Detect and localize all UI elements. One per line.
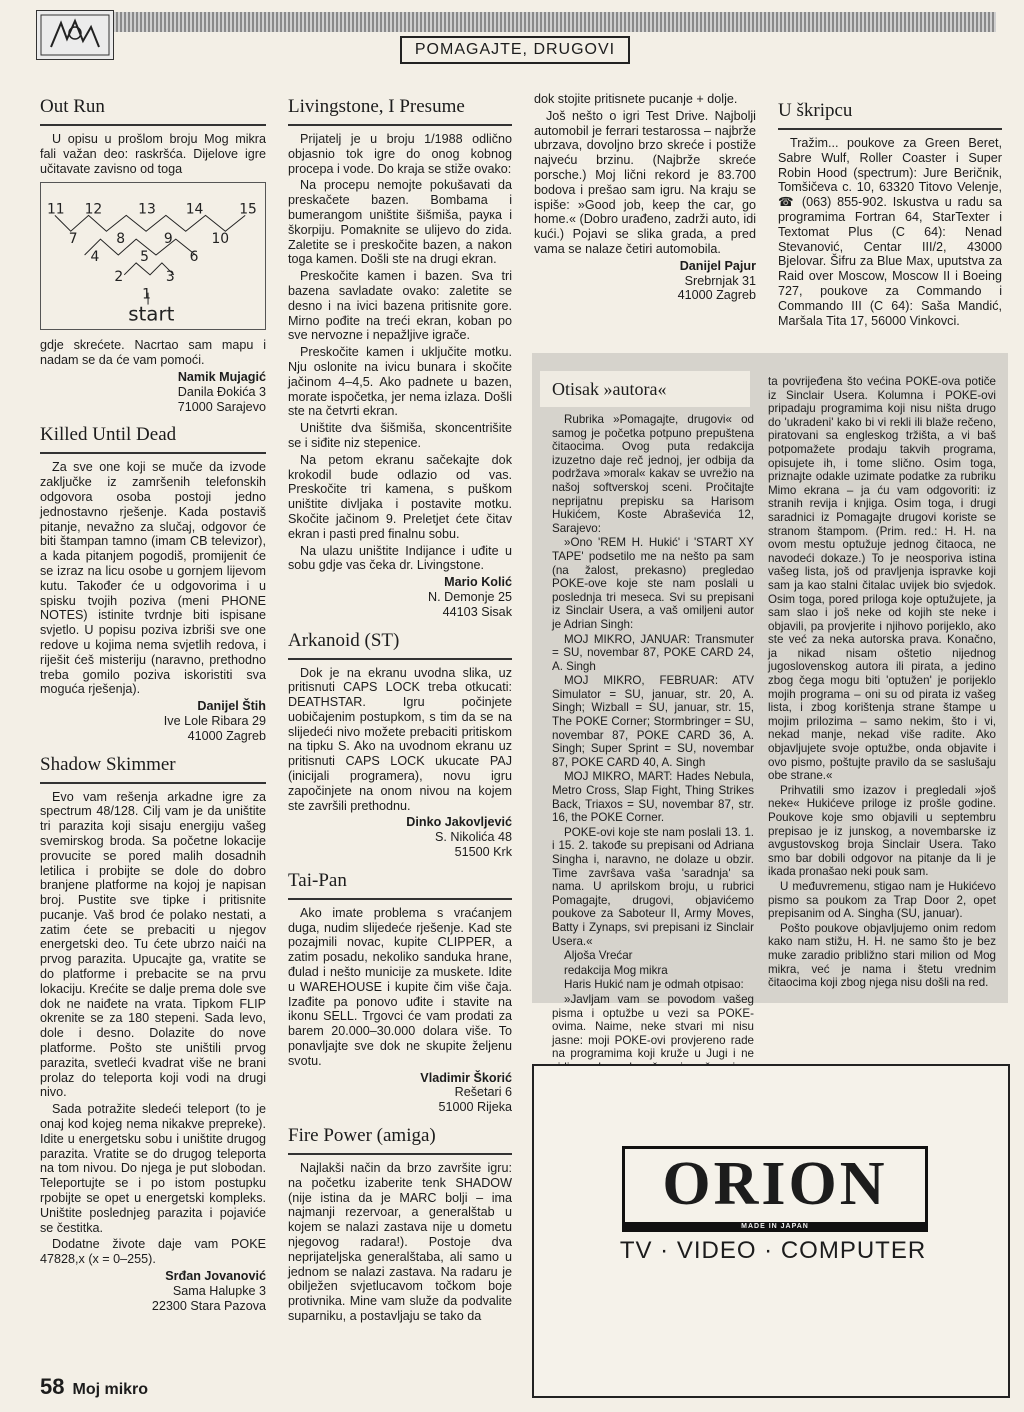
header-strip [36, 12, 996, 32]
signature [288, 815, 512, 859]
map-node: 2 [114, 269, 124, 286]
article-text: Dodatne živote daje vam POKE 47828,x (x = 0–255). [40, 1237, 266, 1267]
signature [40, 1269, 266, 1313]
signature [288, 1071, 512, 1115]
column-1 [40, 88, 266, 1323]
article-text: Uništite dva šišmiša, skoncentrišite se i siđite niz stepenice. [288, 421, 512, 450]
map-node: 4 [90, 249, 100, 266]
page-footer [40, 1374, 148, 1400]
column-3 [534, 92, 756, 313]
map-node: 8 [116, 231, 126, 248]
map-node: 14 [185, 201, 204, 218]
box-text: »Javljam vam se povodom vašeg pisma i optužbe u vezi sa POKE-ovima. Naime, neke stvari mi nisu jasne: moji POKE-ovi provjereno rade na programima koji kruže u Jugi i ne [552, 992, 754, 1061]
article-text: Preskočite kamen i uključite motku. Nju oslonite na ivicu bunara i skočite jačinom 4–4,5. Ako padnete u bazen, morate ispočetka, jer nema izlaza. Došli ste na četvrti ekran. [288, 345, 512, 419]
article-text: Prijatelj je u broju 1/1988 odlično objasnio tok igre do onog kobnog procepa i vode. Do kraja se stiže ovako: [288, 132, 512, 176]
map-node: 10 [211, 231, 230, 248]
box-text: MOJ MIKRO, FEBRUAR: ATV Simulator = SU, januar, str. 20, A. Singh; Wizball = SU, januar, str. 15, The POKE Corner; Stormbringer = SU, novembar 87, POKE CARD 36, A. Singh; Super Sprint = SU, novembar 87, POKE CARD 40, A. Singh [552, 674, 754, 769]
map-start-label: start [128, 302, 175, 326]
box-text: Pošto poukove objavljujemo onim redom kako nam stižu, H. H. ne samo što je bez muke zaradio približno stari milion od Mog mikra, već je nama i štetu vrednim čitaocima koji zbog njega nisu došli na red. [768, 921, 996, 990]
box-text: MOJ MIKRO, MART: Hades Nebula, Metro Cross, Slap Fight, Thing Strikes Back, Triaxos = SU, novembar 87, str. 16, the POKE Corner. [552, 770, 754, 825]
map-node: 6 [189, 249, 199, 266]
map-node: 13 [138, 201, 156, 218]
article-text: Dok je na ekranu uvodna slika, uz pritisnuti CAPS LOCK treba otkucati: DEATHSTAR. Igru počinjete uobičajenim postupkom, s tim da se na slijedeći nivo možete prebaciti pritiskom na tipku S. Ako na uvodnom ekranu uz pritisnuti CAPS LOCK ukucate PAJ (inicijali programera), novu igru započinjete na onom nivou na kojem ste završili prethodnu. [288, 665, 512, 813]
author-address: N. Demonje 25 [428, 589, 512, 604]
article-text: dok stojite pritisnete pucanje + dolje. [534, 92, 738, 106]
author-city: 51000 Rijeka [438, 1100, 512, 1115]
box-signature: Aljoša Vrećar [564, 949, 633, 963]
author-city: 22300 Stara Pazova [151, 1298, 266, 1313]
magazine-name: Moj mikro [72, 1381, 149, 1398]
author-address: Rešetari 6 [454, 1085, 512, 1100]
article-text: Na procepu nemojte pokušavati da preskačete bazen. Bombama i bumerangom uništite šišmiša, paука i škorpiju. Pomaknite se ulijevo do zida. Zaletite se i preskočite bazen, a nakon toga kamen. Došli ste na drugi ekran. [288, 178, 512, 267]
box-column-left [552, 413, 754, 1076]
box-column-right [768, 375, 996, 991]
author-name: Vladimir Škorić [420, 1070, 512, 1085]
author-city: 41000 Zagreb [677, 288, 756, 303]
article-title: Out Run [40, 96, 266, 126]
author-address: Srebrnjak 31 [684, 273, 756, 288]
map-node: 3 [165, 269, 175, 286]
article-text: Evo vam rešenja arkadne igre za spectrum 48/128. Cilj vam je da uništite tri parazita koji sisaju energiju vašeg svemirskog broda. Sa početne lokacije provucite se pored malih dosadnih letilica i probijte se dole do dobro branjene platforme na kojoj je napisan broj. Pustite sve tipke i pritisnite pucanje. Vaš brod će polako nestati, a zatim ćete se prebaciti u njegov energetski deo. Tu ćete ubrzo naići na prvog parazita. Upucajte ga, vratite se do platforme i prebacite se na prvu lokaciju. Krećite se dalje prema dole sve dok ne naiđete na vrata. Tipkom FLIP okrenite se za 180 stepeni. Sada levo, dole i desno. Dolazite do nove platforme. Pošto ste uništili prvog parazita, svetleći kvadrat više ne brani prolaz do teleporta koji vodi na drugi nivo. [40, 789, 266, 1100]
article-text: Još nešto o igri Test Drive. Najbolji automobil je ferrari testarossa – najbrže ubrzava, dovoljno brzo skreće i postiže najveću brzinu. (Najbrže skreće porsche.) Moj lični rekord je 83.700 bodova i prešao sam igru. Na kraju se ispiše: »Good job, keep the car, go home.« (Dobro urađeno, zadrži auto, idi kući.) Pojavi se slika grada, a pred vama se nalaze četiri automobila. [534, 108, 756, 256]
column-4 [778, 92, 1002, 330]
author-address: Sama Halupke 3 [172, 1283, 266, 1298]
box-text: Rubrika »Pomagajte, drugovi« od samog je početka potpuno prepuštena čitaocima. Ovog puta redakcija izuzetno daje reč jednoj, jer odbija da podržava »moral« kakav se uvrežio na našoj softverskoj sceni. Pročitajte neprijatnu prepisku sa Harisom Hukićem, Koste Abraševića 12, Sarajevo: [552, 413, 754, 535]
map-node: 5 [140, 249, 149, 266]
article-text: Za sve one koji se muče da izvode zaključke iz zamršenih telefonskih odgovora osoba postoji jedno jednostavno rješenje. Kada postaviš pitanje, nevažno za slučaj, odgovor će biti štampan tamno (imam CB televizor), a kada pitanjem pogodiš, promijenit će se izraz na licu osobe u gornjem lijevom kutu. Također će u odgovorima i u spisku tvojih poziva (meni PHONE NOTES) istinite tvrdnje biti ispisane svjetlo. U popisu poziva izbriši sve one redove u kojima nema svjetlih redova, i riješit ćeš misteriju (naravno, prethodno treba gomilo poziva iskoristiti sva moguća rješenja). [40, 460, 266, 697]
author-name: Mario Kolić [444, 575, 512, 590]
article-text: Sada potražite sledeći teleport (to je onaj kod kojeg nema nikakve prepreke). Idite u energetsku sobu i uništite drugog parazita. Vratite se do drugog teleporta na tom nivou. Do njega je put slobodan. Teleportujte se i po istom postupku rpobijte se opet u energetski kompleks. Uništite poslednjeg parazita i pojavićе se čestitka. [40, 1102, 266, 1235]
signature [40, 699, 266, 743]
column-2 [288, 88, 512, 1326]
map-node: 12 [84, 201, 103, 218]
article-text: Najlakši način da brzo završite igru: na početku izaberite tenk SHADOW (nije istina da je MARC bolji – ima najmanji rezervoar, a generalštab u kojem se nalazi zastava nije u dometu njegovog radara!). Postoje dva neprijateljska generalštaba, ali samo u jednom se nalazi zastava. Na radaru je obilježen svjetlucavom točkom boje protivnika. Mine vam služe da podvalite suparniku, a postavljaju se tako da [288, 1161, 512, 1323]
section-label: POMAGAJTE, DRUGOVI [400, 36, 630, 64]
author-name: Dinko Jakovljević [406, 815, 512, 830]
made-in-japan-label: MADE IN JAPAN [622, 1222, 928, 1232]
author-city: 71000 Sarajevo [177, 399, 266, 414]
route-map-drawing [41, 183, 265, 329]
box-title: Otisak »autora« [540, 371, 750, 407]
author-city: 44103 Sisak [442, 604, 512, 619]
map-node: 1 [142, 287, 151, 304]
article-text: Ako imate problema s vraćanjem duga, nudim slijedeće rješenje. Kad ste pozajmili novac, kupite CLIPPER, a zatim posadu, nekoliko sanduka hrane, đulad i nešto municije za muskete. Idite u WAREHOUSE i kupite čim više čaja. Izađite pa ponovo uđite i stavite na ikonu SELL. Trgovci će vam prodati za barem 20.000–30.000 dolara više. To ponavljajte sve dok ne skupite željenu svotu. [288, 905, 512, 1068]
article-title: Livingstone, I Presume [288, 96, 512, 126]
box-text: MOJ MIKRO, JANUAR: Transmuter = SU, novembar 87, POKE CARD 24, A. Singh [552, 632, 754, 673]
article-text: U opisu u prošlom broju Mog mikra fali važan deo: raskršća. Dijelove igre učitavate zavisno od toga [40, 132, 266, 176]
author-name: Danijel Štih [197, 699, 266, 714]
map-node: 15 [239, 201, 257, 218]
article-title: U škripcu [778, 100, 1002, 130]
box-text: U međuvremenu, stigao nam je Hukićevo pismo sa poukom za Trap Door 2, opet prepisanim od A. Singha (SU, januar). [768, 879, 996, 921]
article-text: Na ulazu uništite Indijance i uđite u sobu gdje vas čeka dr. Livingstone. [288, 543, 512, 573]
map-node: 9 [163, 231, 173, 248]
author-address: Ive Lole Ribara 29 [163, 713, 266, 728]
section-logo-icon [36, 10, 114, 60]
article-text: gdje skrećete. Nacrtao sam mapu i nadam se da će vam pomoći. [40, 338, 266, 368]
signature [534, 259, 756, 303]
orion-advertisement [532, 1064, 1010, 1398]
article-text: Na petom ekranu sačekajte dok krokodil bude odlazio od vas. Preskočite tri kamena, s puškom uništite divljaka i postavite motku. Skočite jačinom 9. Preletjet ćete čitav ekran i pasti pred finalnu sobu. [288, 452, 512, 541]
article-title: Fire Power (amiga) [288, 1125, 512, 1155]
orion-logo: ORION [622, 1146, 928, 1228]
page-number: 58 [40, 1374, 65, 1399]
ad-tagline: TV · VIDEO · COMPUTER [619, 1237, 927, 1264]
article-title: Shadow Skimmer [40, 754, 266, 784]
box-text: ta povrijeđena što većina POKE-ova potiče iz Sinclair Usera. Kolumna i POKE-ovi pripadaju programima koji nisu ništa drugo do 'ukradeni' kako bi vi rekli ili blaže rečeno, piratovani sa engleskog tržišta, a vi baš potpomažete prodaju takvih programa, opisujete ih, i tome slično. Osim toga, priznajte odakle uzimate podatke za rubriku Mimo ekrana – ja ću vam odgovoriti: iz stranih revija i knjiga. Osim toga, i drugi saradnici iz Pomagajte drugovi koriste se stranom štampom. (Prim. red.: H. H. na ovom mestu optužuje jednog čitaoca, ne navodeći dokaze.) To je neosporiva istina vašeg lista, još od pravljenja ispravke koji sam ja kao stalni čitalac uvijek bio svjedok. Osim toga, pored priloga koje optužujete, ja sam slao i još neke od kojih ste neke i objavili, pa provjerite i njihovo porijeklo, ako ste već za neka autorska prava. Konačno, ja nikad nisam oštetio nijednog jugoslovenskog autora ili pirata, a jedino zbog čega mogu biti 'optužen' je porijeklo mojih programa – oni su od pirata iz vašeg lista, i zbog korištenja strane štampe u mojim prilozima – samo nekim, što i vi, nekad manje, nekad više radite. Ako objavljujete svoje optužbe, onda objavite i ovo pismo, poštujte pravilo da se saslušaju obe strane.« [768, 375, 996, 783]
otisak-autora-box [532, 353, 1008, 1061]
map-node: 11 [46, 201, 65, 218]
box-text: Prihvatili smo izazov i pregledali »još neke« Hukićeve priloge iz prošle godine. Poukove koje smo objavili u septembru prepisao je iz junskog, a novembarske iz avgustovskog broja Sinclair Usera. Tako smo bar dobili odgovor na pitanje da li je ikada pronašao neki pouk sam. [768, 783, 996, 879]
author-address: S. Nikolića 48 [435, 830, 512, 845]
article-title: Killed Until Dead [40, 424, 266, 454]
author-name: Danijel Pajur [679, 258, 756, 273]
box-text: »Ono 'REM H. Hukić' i 'START XY TAPE' podsetilo me na nešto pa sam (na žalost, prekasno) pregledao POKE-ove koje ste nam poslali u poslednja tri meseca. Svi su prepisani iz Sinclair Usera, a vaš omiljeni autor je Adrian Singh: [552, 536, 754, 631]
article-title: Tai-Pan [288, 870, 512, 900]
box-signature: redakcija Mog mikra [564, 963, 668, 977]
author-name: Srđan Jovanović [165, 1269, 266, 1284]
map-node: 7 [68, 231, 78, 248]
author-name: Namik Mujagić [177, 369, 266, 384]
box-text: Haris Hukić nam je odmah otpisao: [564, 978, 744, 992]
signature [40, 370, 266, 414]
article-text: Tražim... poukove za Green Beret, Sabre Wulf, Roller Coaster i Super Robin Hood (spectrum): Jure Beričnik, Tomšičeva c. 10, 63320 Titovo Velenje, ☎ (063) 855-902. Iskustva u radu sa programima Fortran 64, StarTexter i Textomat Plus (C 64): Nenad Stevanović, Centar III/2, 43000 Bjelovar. Šifru za Blue Max, uputstva za Raid over Moscow, Moscow II i Boeing 727, poukove za Commando i Commando III (C 64): Saša Mandić, Maršala Tita 17, 56000 Vinkovci. [778, 136, 1002, 328]
author-address: Danila Đokića 3 [177, 384, 266, 399]
author-city: 41000 Zagreb [187, 728, 266, 743]
author-city: 51500 Krk [454, 845, 512, 860]
signature [288, 575, 512, 619]
article-title: Arkanoid (ST) [288, 630, 512, 660]
route-map [40, 182, 266, 330]
article-text: Preskočite kamen i bazen. Sva tri bazena savladate ovako: zaletite se desno i na ivici bazena pritisnite gore. Mirno pođite na treći ekran, koban po sve nervozne i nepažljive igrače. [288, 269, 512, 343]
box-text: POKE-ovi koje ste nam poslali 13. 1. i 15. 2. takođe su prepisani od Adriana Singha i, naravno, ne dolaze u obzir. Time zavrŝava vaša 'saradnja' sa nama. U aprilskom broju, u rubrici Pomagajte, drugovi, objavićemo poukove za Saboteur II, Army Moves, Batty i Zynaps, svi prepisani iz Sinclair Usera.« [552, 825, 754, 948]
